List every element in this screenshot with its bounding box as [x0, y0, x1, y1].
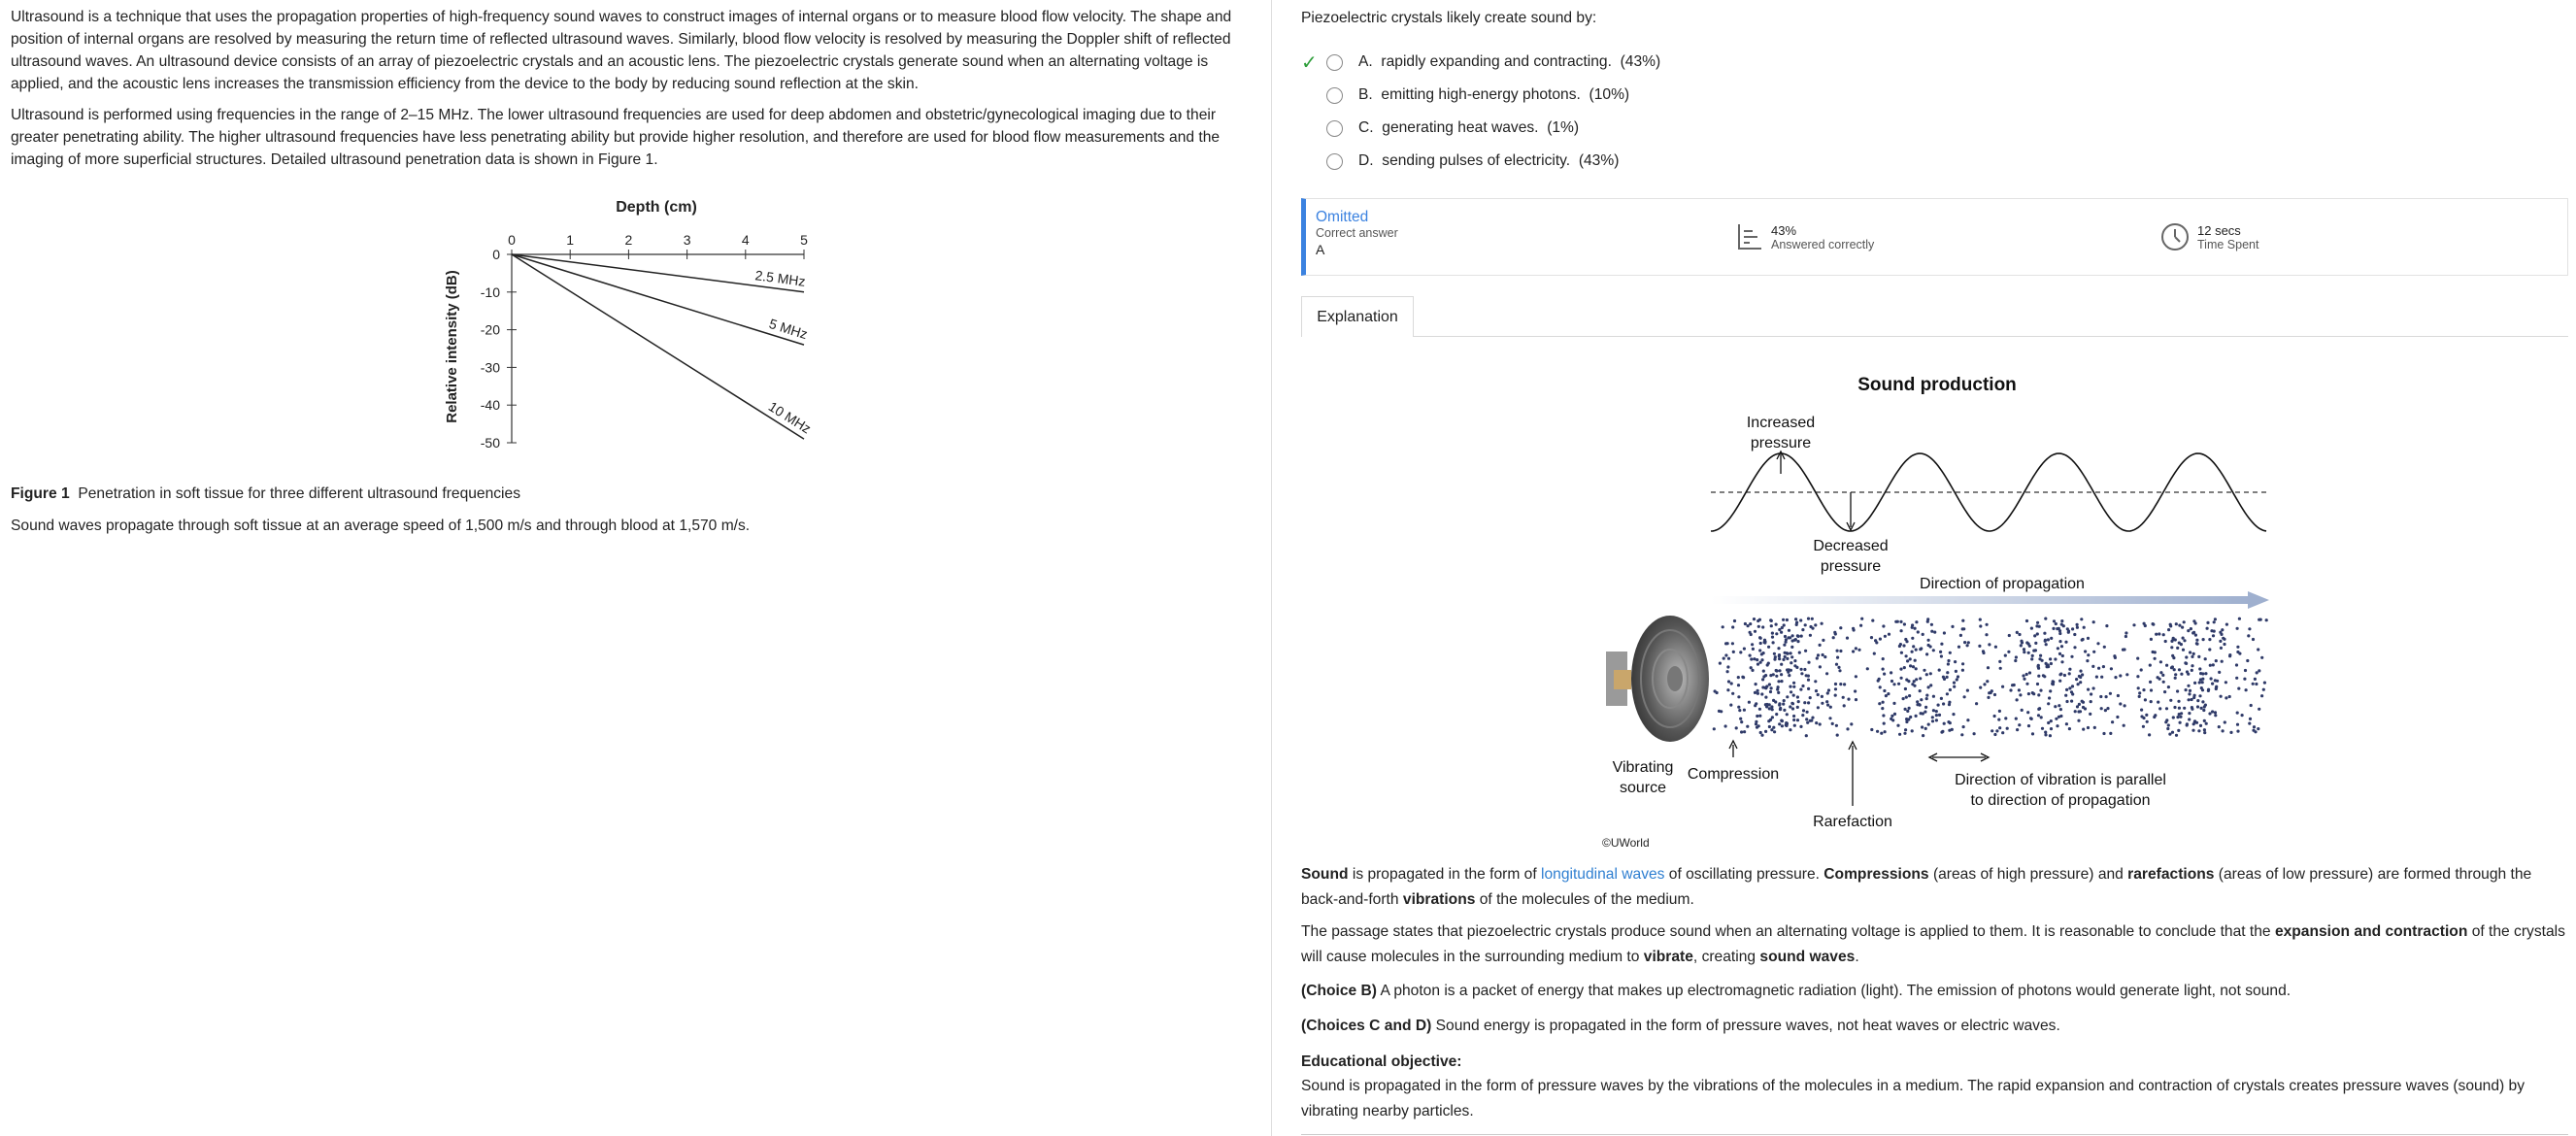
chart-x-tick-label: 5 [800, 232, 808, 248]
passage-pane [0, 0, 1270, 1136]
chart-x-tick-label: 4 [741, 232, 750, 248]
choice-a-letter: A. [1358, 53, 1373, 70]
choice-b-percent: (10%) [1589, 86, 1630, 103]
choice-a-radio[interactable] [1326, 54, 1343, 71]
chart-x-tick-label: 3 [683, 232, 691, 248]
choice-a-text: rapidly expanding and contracting. [1381, 53, 1612, 70]
figure-1-chart [0, 0, 1270, 485]
explanation-paragraph-2: The passage states that piezoelectric crystals produce sound when an alternating voltage is applied to them. It is reasonable to conclude that the expansion and contraction of the crystals will cause molecules in the surrounding medium to vibrate, creating sound waves. [1301, 923, 2565, 965]
choice-c[interactable] [1301, 114, 1579, 143]
bar-chart-icon [1736, 222, 1763, 251]
explanation-choice-b: (Choice B) A photon is a packet of energy that makes up electromagnetic radiation (light). The emission of photons would generate light, not sound. [1301, 983, 2292, 999]
chart-y-tick-label: -10 [480, 284, 500, 300]
choice-b[interactable] [1301, 81, 1629, 110]
passage-paragraph-3: Sound waves propagate through soft tissue at an average speed of 1,500 m/s and through blood at 1,570 m/s. [11, 518, 751, 534]
choice-a[interactable] [1301, 48, 1660, 77]
question-pane [1301, 0, 2568, 1136]
choice-c-text: generating heat waves. [1382, 119, 1539, 136]
answer-status [1316, 209, 1398, 257]
bottom-rule [1301, 1134, 2568, 1135]
percent-correct-label: Answered correctly [1771, 237, 1875, 251]
label-decreased-pressure: pressure [1820, 558, 1882, 575]
chart-x-tick-label: 1 [566, 232, 575, 248]
passage-paragraph-2: Ultrasound is performed using frequencies in the range of 2–15 MHz. The lower ultrasound frequencies are used for deep abdomen and obstetric/gynecological imaging due to their greater penetrating ability. The higher ultrasound frequencies have less penetrating ability but provide higher resolution, and therefore are used for blood flow measurements and the imaging of more superficial structures. Detailed ultrasound penetration data is shown in Figure 1. [11, 107, 1221, 168]
correct-answer-value: A [1316, 242, 1325, 257]
figure-caption [11, 483, 1254, 505]
time-spent-stat [2160, 222, 2258, 251]
educational-objective-text: Sound is propagated in the form of pressure waves by the vibrations of the molecules in a medium. The rapid expansion and contraction of crystals creates pressure waves (sound) by vibrating nearby particles. [1301, 1078, 2526, 1119]
speaker-icon [1606, 616, 1709, 742]
chart-y-tick-label: -50 [480, 435, 500, 451]
diagram-title: Sound production [1857, 375, 2017, 395]
chart-series-label: 5 MHz [767, 316, 810, 343]
choice-c-radio[interactable] [1326, 120, 1343, 137]
percent-correct-value: 43% [1771, 222, 1797, 238]
label-parallel-1: Direction of vibration is parallel [1955, 772, 2166, 788]
time-spent-value: 12 secs [2197, 222, 2241, 238]
choice-b-letter: B. [1358, 86, 1373, 103]
pane-divider [1271, 0, 1272, 1136]
choice-a-percent: (43%) [1620, 53, 1661, 70]
chart-series-label: 10 MHz [765, 398, 815, 437]
correct-answer-label: Correct answer [1316, 226, 1398, 240]
percent-correct-stat [1736, 222, 1874, 251]
chart-y-tick-label: -20 [480, 321, 500, 338]
chart-series-label: 2.5 MHz [753, 267, 807, 289]
choice-d-letter: D. [1358, 152, 1374, 169]
figure-label: Figure 1 [11, 485, 70, 502]
tab-explanation[interactable]: Explanation [1301, 296, 1414, 337]
choice-b-text: emitting high-energy photons. [1381, 86, 1581, 103]
time-spent-label: Time Spent [2197, 237, 2259, 251]
question-stem: Piezoelectric crystals likely create sound by: [1301, 10, 1597, 26]
longitudinal-waves-link[interactable]: longitudinal waves [1541, 866, 1665, 883]
label-source: source [1619, 780, 1667, 796]
choice-c-letter: C. [1358, 119, 1374, 136]
clock-icon [2160, 222, 2190, 251]
label-parallel-2: to direction of propagation [1970, 792, 2151, 809]
choice-d[interactable] [1301, 147, 1619, 176]
propagation-arrow [1711, 596, 2250, 604]
label-increased-pressure: pressure [1750, 435, 1812, 451]
explanation-choices-c-d: (Choices C and D) Sound energy is propagated in the form of pressure waves, not heat waves or electric waves. [1301, 1018, 2060, 1034]
label-increased: Increased [1746, 415, 1816, 431]
passage-paragraph-1: Ultrasound is a technique that uses the propagation properties of high-frequency sound waves to construct images of internal organs or to measure blood flow velocity. The shape and position of internal organs are resolved by measuring the return time of reflected ultrasound waves. Similarly, blood flow velocity is resolved by measuring the Doppler shift of reflected ultrasound waves. An ultrasound device consists of an array of piezoelectric crystals and an acoustic lens. The piezoelectric crystals generate sound when an alternating voltage is applied, and the acoustic lens increases the transmission efficiency from the device to the body by reducing sound reflection at the skin. [11, 9, 1232, 92]
label-direction-of-propagation: Direction of propagation [1920, 576, 2085, 592]
correct-check-icon: ✓ [1301, 51, 1318, 74]
educational-objective-heading: Educational objective: [1301, 1053, 1462, 1070]
choice-b-radio[interactable] [1326, 87, 1343, 104]
tab-underline [1414, 336, 2568, 337]
status-omitted: Omitted [1316, 209, 1369, 225]
chart-x-tick-label: 0 [508, 232, 516, 248]
explanation-paragraph-1: Sound is propagated in the form of longitudinal waves of oscillating pressure. Compressions (areas of high pressure) and rarefactions (areas of low pressure) are formed through the back-and-forth vibrations of the molecules of the medium. [1301, 866, 2532, 908]
chart-title: Depth (cm) [616, 199, 697, 216]
chart-y-tick-label: -40 [480, 397, 500, 414]
choice-c-percent: (1%) [1547, 119, 1580, 136]
chart-y-axis-label: Relative intensity (dB) [444, 270, 460, 423]
copyright-notice: ©UWorld [1602, 836, 1650, 850]
label-compression: Compression [1687, 766, 1780, 783]
choice-d-percent: (43%) [1578, 152, 1620, 169]
choice-d-text: sending pulses of electricity. [1382, 152, 1571, 169]
label-vibrating: Vibrating [1612, 759, 1674, 776]
choice-d-radio[interactable] [1326, 153, 1343, 170]
answer-stats-panel [1301, 198, 2568, 276]
particle-medium [1713, 618, 2268, 738]
label-decreased: Decreased [1813, 538, 1889, 554]
label-rarefaction: Rarefaction [1813, 814, 1892, 830]
figure-caption-text: Penetration in soft tissue for three different ultrasound frequencies [78, 485, 520, 502]
chart-y-tick-label: -30 [480, 359, 500, 376]
chart-y-tick-label: 0 [492, 247, 500, 262]
sound-production-diagram [1301, 350, 2568, 850]
chart-x-tick-label: 2 [624, 232, 633, 248]
